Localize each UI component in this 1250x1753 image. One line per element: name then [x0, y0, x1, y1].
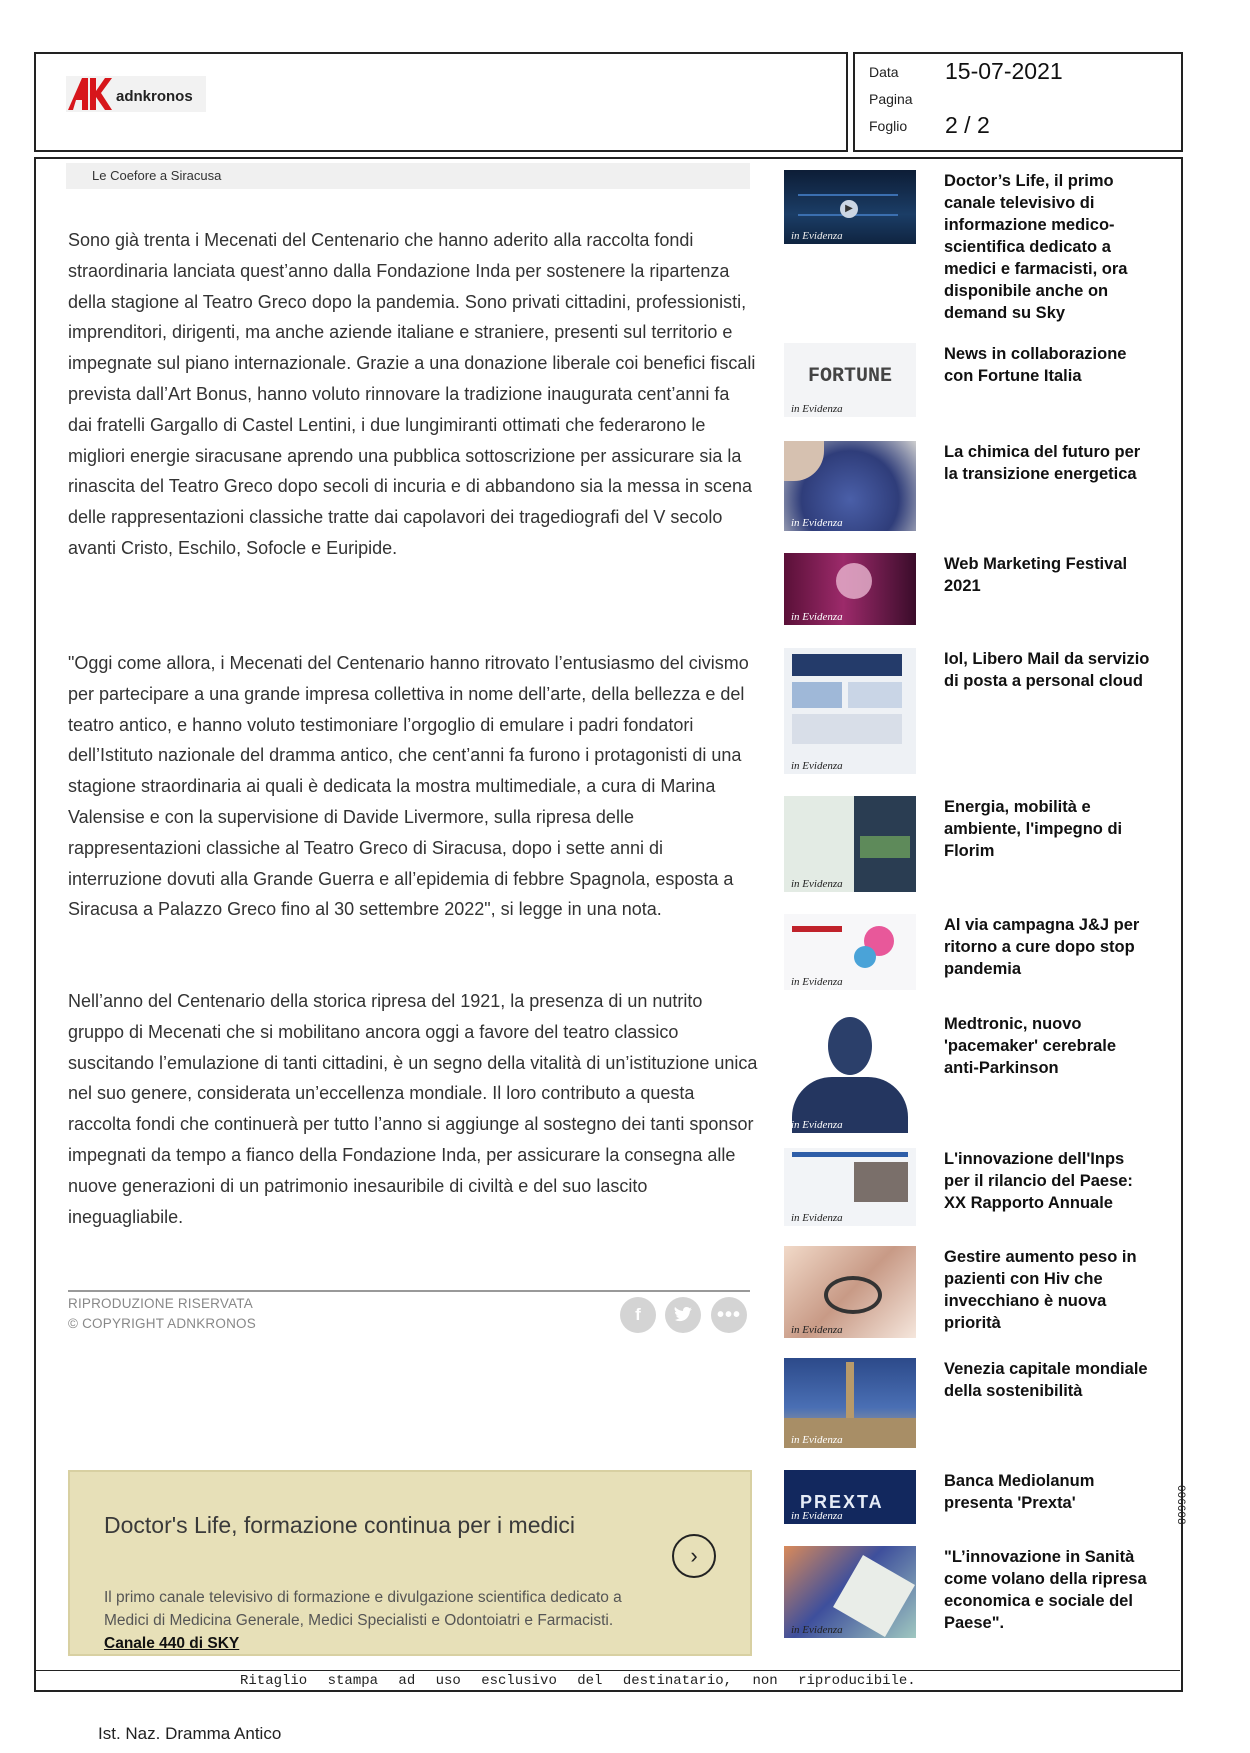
sidebar-item-title[interactable]: Medtronic, nuovo 'pacemaker' cerebrale anti-Parkinson — [944, 1015, 1117, 1077]
promo-title: Doctor's Life, formazione continua per i medici — [104, 1512, 575, 1538]
article-paragraph: Sono già trenta i Mecenati del Centenario che hanno aderito alla raccolta fondi straordinaria lanciata quest’anno dalla Fondazione Inda per sostenere la ripartenza della stagione al Teatro Greco dopo la pandemia. Sono privati cittadini, professionisti, imprenditori, dirigenti, ma anche aziende italiane e straniere, presenti sul territorio e impegnate sul piano internazionale. Grazie a una donazione liberale coi benefici fiscali prevista dall’Art Bonus, hanno voluto rinnovare la tradizione inaugurata cent’anni fa dai fratelli Gargallo di Castel Lentini, i due lungimiranti ottimati che federarono le migliori energie siracusane aprendo una pubblica sottoscrizione per assicurare sia la rinascita del Teatro Greco dopo secoli di incuria e di abbandono sia la messa in scena delle rappresentazioni classiche tratte dai capolavori dei tragediografi del V secolo avanti Cristo, Eschilo, Sofocle e Euripide. — [68, 230, 756, 558]
sidebar-item-title[interactable]: News in collaborazione con Fortune Italia — [944, 345, 1127, 385]
more-share-button[interactable] — [711, 1297, 747, 1333]
sidebar-item-title[interactable]: Banca Mediolanum presenta 'Prexta' — [944, 1472, 1095, 1512]
sidebar-item-title[interactable]: Doctor’s Life, il primo canale televisivo di informazione medico-scientifica dedicato a medici e farmacisti, ora disponibile anche on demand su Sky — [944, 172, 1128, 322]
in-evidenza-badge: in Evidenza — [791, 611, 843, 623]
in-evidenza-badge: in Evidenza — [791, 1212, 843, 1224]
footer-note: Ritaglio stampa ad uso esclusivo del destinatario, non riproducibile. — [240, 1673, 916, 1689]
thumbnail — [784, 1246, 916, 1338]
thumbnail — [784, 441, 916, 531]
sidebar-item-title[interactable]: "L’innovazione in Sanità come volano della ripresa economica e sociale del Paese". — [944, 1548, 1147, 1632]
sidebar-item-title[interactable]: Energia, mobilità e ambiente, l'impegno di Florim — [944, 798, 1123, 860]
in-evidenza-badge: in Evidenza — [791, 878, 843, 890]
sidebar-item-title[interactable]: La chimica del futuro per la transizione energetica — [944, 443, 1141, 483]
footer-rule — [36, 1670, 1180, 1671]
source-name: Ist. Naz. Dramma Antico — [98, 1724, 282, 1743]
header-logo-box — [34, 52, 848, 152]
thumbnail — [784, 343, 916, 417]
prexta-logo-text: PREXTA — [800, 1492, 884, 1512]
thumbnail — [784, 648, 916, 774]
date-value: 15-07-2021 — [945, 58, 1063, 84]
in-evidenza-badge: in Evidenza — [791, 976, 843, 988]
promo-text: Il primo canale televisivo di formazione e divulgazione scientifica dedicato a Medici di Medicina Generale, Medici Specialisti e Odontoiatri e Farmacisti. — [104, 1589, 622, 1629]
in-evidenza-badge: in Evidenza — [791, 1119, 843, 1131]
facebook-icon: f — [635, 1305, 641, 1324]
adnkronos-logo-mark-icon — [68, 78, 112, 110]
sidebar-item-title[interactable]: Gestire aumento peso in pazienti con Hiv che invecchiano è nuova priorità — [944, 1248, 1137, 1332]
thumbnail — [784, 1546, 916, 1638]
in-evidenza-badge: in Evidenza — [791, 403, 843, 415]
in-evidenza-badge: in Evidenza — [791, 1324, 843, 1336]
page-stamp: 006608 — [1174, 1485, 1186, 1525]
fortune-logo-text: FORTUNE — [808, 365, 893, 388]
thumbnail — [784, 1148, 916, 1226]
in-evidenza-badge: in Evidenza — [791, 1510, 843, 1522]
thumbnail — [784, 1358, 916, 1448]
thumbnail — [784, 1013, 916, 1133]
date-label: Data — [869, 64, 899, 80]
header-meta-box — [853, 52, 1183, 152]
copyright-notice: © COPYRIGHT ADNKRONOS — [68, 1316, 256, 1331]
rights-notice: RIPRODUZIONE RISERVATA — [68, 1296, 253, 1311]
logo-wordmark: adnkronos — [116, 88, 193, 105]
thumbnail — [784, 914, 916, 990]
thumbnail — [784, 796, 916, 892]
promo-link[interactable]: Canale 440 di SKY — [104, 1635, 240, 1652]
sidebar-item-title[interactable]: Web Marketing Festival 2021 — [944, 555, 1128, 595]
page-label: Pagina — [869, 91, 913, 107]
article-paragraph: Nell’anno del Centenario della storica ripresa del 1921, la presenza di un nutrito gruppo di Mecenati che si mobilitano ancora oggi a favore del teatro classico suscitando l’emulazione di tanti cittadini, è un segno della vitalità di un’istituzione unica nel suo genere, considerata un’eccellenza mondiale. Il loro contributo a questa raccolta fondi che continuerà per tutto l’anno si aggiunge al sostegno dei tanti sponsor impegnati da tempo a fianco della Fondazione Inda, per assicurare la consegna alle nuove generazioni di un patrimonio inesauribile di civiltà e del suo lascito ineguagliabile. — [68, 991, 758, 1227]
thumbnail — [784, 553, 916, 625]
twitter-icon — [665, 1297, 701, 1333]
adnkronos-logo[interactable] — [66, 76, 206, 112]
sidebar-item-title[interactable]: Iol, Libero Mail da servizio di posta a personal cloud — [944, 650, 1150, 690]
promo-banner[interactable] — [68, 1470, 752, 1656]
more-icon: ••• — [716, 1304, 741, 1326]
in-evidenza-badge: in Evidenza — [791, 230, 843, 242]
facebook-share-button[interactable] — [620, 1297, 656, 1333]
in-evidenza-badge: in Evidenza — [791, 1434, 843, 1446]
article-paragraph: "Oggi come allora, i Mecenati del Centenario hanno ritrovato l’entusiasmo del civismo per partecipare a una grande impresa collettiva in nome dell’arte, della bellezza e del teatro antico, e hanno voluto testimoniare l’orgoglio di emulare i padri fondatori dell’Istituto nazionale del dramma antico, che cent’anni fa furono i protagonisti di una stagione straordinaria ai quali è dedicata la mostra multimediale, a cura di Marina Valensise e con la supervisione di Davide Livermore, sulla ripresa delle rappresentazioni classiche al Teatro Greco di Siracusa, dopo i sette anni di interruzione dovuti alla Grande Guerra e all’epidemia di febbre Spagnola, esposta a Siracusa a Palazzo Greco fino al 30 settembre 2022", si legge in una nota. — [68, 653, 749, 920]
play-icon: ▶ — [840, 200, 858, 218]
in-evidenza-badge: in Evidenza — [791, 517, 843, 529]
promo-description — [104, 1586, 624, 1655]
sheet-value: 2 / 2 — [945, 112, 990, 138]
sheet-label: Foglio — [869, 118, 908, 134]
in-evidenza-badge: in Evidenza — [791, 760, 843, 772]
image-caption: Le Coefore a Siracusa — [66, 163, 750, 189]
twitter-share-button[interactable] — [665, 1297, 701, 1333]
sidebar-item-title[interactable]: L'innovazione dell'Inps per il rilancio del Paese: XX Rapporto Annuale — [944, 1150, 1133, 1212]
in-evidenza-badge: in Evidenza — [791, 1624, 843, 1636]
chevron-right-icon[interactable]: › — [672, 1534, 716, 1578]
sidebar-item-title[interactable]: Venezia capitale mondiale della sostenibilità — [944, 1360, 1148, 1400]
thumbnail — [784, 170, 916, 244]
sidebar-item-title[interactable]: Al via campagna J&J per ritorno a cure dopo stop pandemia — [944, 916, 1140, 978]
thumbnail — [784, 1470, 916, 1524]
article-divider — [68, 1290, 750, 1292]
